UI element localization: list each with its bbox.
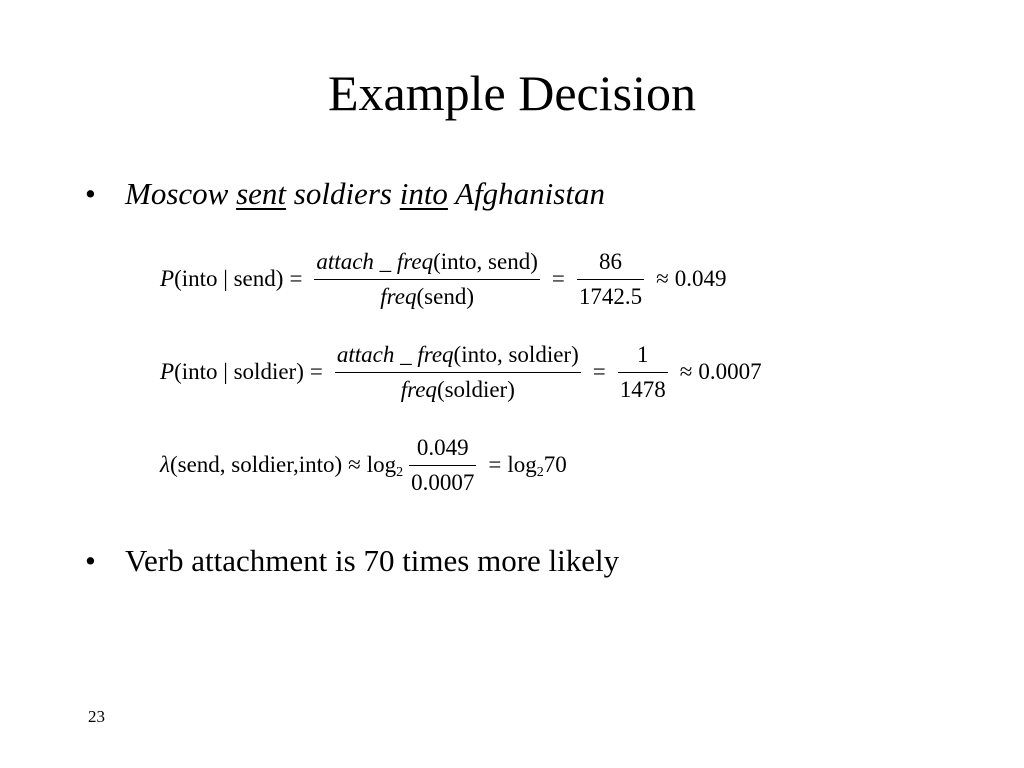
eq-equals: = — [289, 266, 303, 291]
bullet-item-conclusion — [85, 543, 619, 579]
eq-approx: ≈ — [656, 266, 669, 291]
eq-result: 0.0007 — [698, 359, 762, 384]
eq-func-name: freq — [400, 376, 437, 402]
eq-func-name: attach _ freq — [316, 248, 434, 274]
eq-approx: ≈ — [679, 359, 693, 384]
eq-fraction-freq — [314, 249, 539, 310]
eq-log: log — [366, 452, 397, 477]
eq-denominator: 0.0007 — [411, 469, 475, 495]
eq-numerator: 1 — [636, 341, 649, 367]
eq-log: log — [507, 452, 537, 477]
eq-fraction-values — [577, 249, 644, 310]
page-number: 23 — [88, 707, 105, 726]
eq-denominator: 1742.5 — [578, 283, 643, 309]
bullet-text-part: soldiers — [286, 176, 400, 211]
eq-fraction-values — [618, 342, 668, 403]
eq-denominator — [399, 373, 517, 403]
bullet-text-part: Afghanistan — [447, 176, 605, 211]
eq-result: 0.049 — [674, 266, 727, 291]
eq-equals: = — [551, 266, 565, 291]
eq-func-args: (send) — [416, 283, 474, 309]
eq-numerator — [335, 342, 581, 372]
eq-equals: = — [488, 452, 502, 477]
equation-p-into-soldier — [160, 333, 762, 411]
eq-func-args: (into, send) — [433, 248, 538, 274]
eq-fraction-freq — [335, 342, 581, 403]
eq-lambda-args: (send, soldier,into) — [169, 452, 343, 477]
eq-func-name: freq — [380, 283, 417, 309]
eq-symbol-p: P — [160, 359, 175, 384]
eq-fraction-ratio — [409, 435, 476, 496]
eq-func-name: attach _ freq — [336, 341, 454, 367]
equation-lambda — [160, 426, 567, 504]
bullet-text-preposition: into — [399, 176, 448, 211]
equation-p-into-send — [160, 240, 726, 318]
eq-numerator: 0.049 — [416, 434, 469, 460]
eq-numerator: 86 — [598, 248, 622, 274]
eq-func-args: (soldier) — [436, 376, 515, 402]
slide-title: Example Decision — [328, 65, 696, 121]
bullet-item-sentence — [85, 176, 605, 212]
bullet-text-verb: sent — [236, 176, 287, 211]
bullet-icon: • — [85, 176, 96, 211]
eq-equals: = — [309, 359, 323, 384]
eq-log-base: 2 — [396, 465, 404, 480]
eq-lhs-args: (into | soldier) — [174, 359, 304, 384]
eq-approx: ≈ — [348, 452, 361, 477]
eq-numerator — [314, 249, 539, 279]
bullet-text-part: Moscow — [125, 176, 237, 211]
eq-symbol-p: P — [160, 266, 175, 291]
eq-equals: = — [592, 359, 606, 384]
eq-symbol-lambda: λ — [160, 452, 170, 477]
eq-lhs-args: (into | send) — [174, 266, 284, 291]
eq-denominator — [378, 280, 476, 310]
bullet-icon: • — [85, 543, 96, 578]
eq-denominator: 1478 — [619, 376, 666, 402]
eq-func-args: (into, soldier) — [453, 341, 579, 367]
eq-log-base: 2 — [536, 465, 544, 480]
bullet-text: Verb attachment is 70 times more likely — [125, 543, 620, 578]
eq-result: 70 — [543, 452, 567, 477]
